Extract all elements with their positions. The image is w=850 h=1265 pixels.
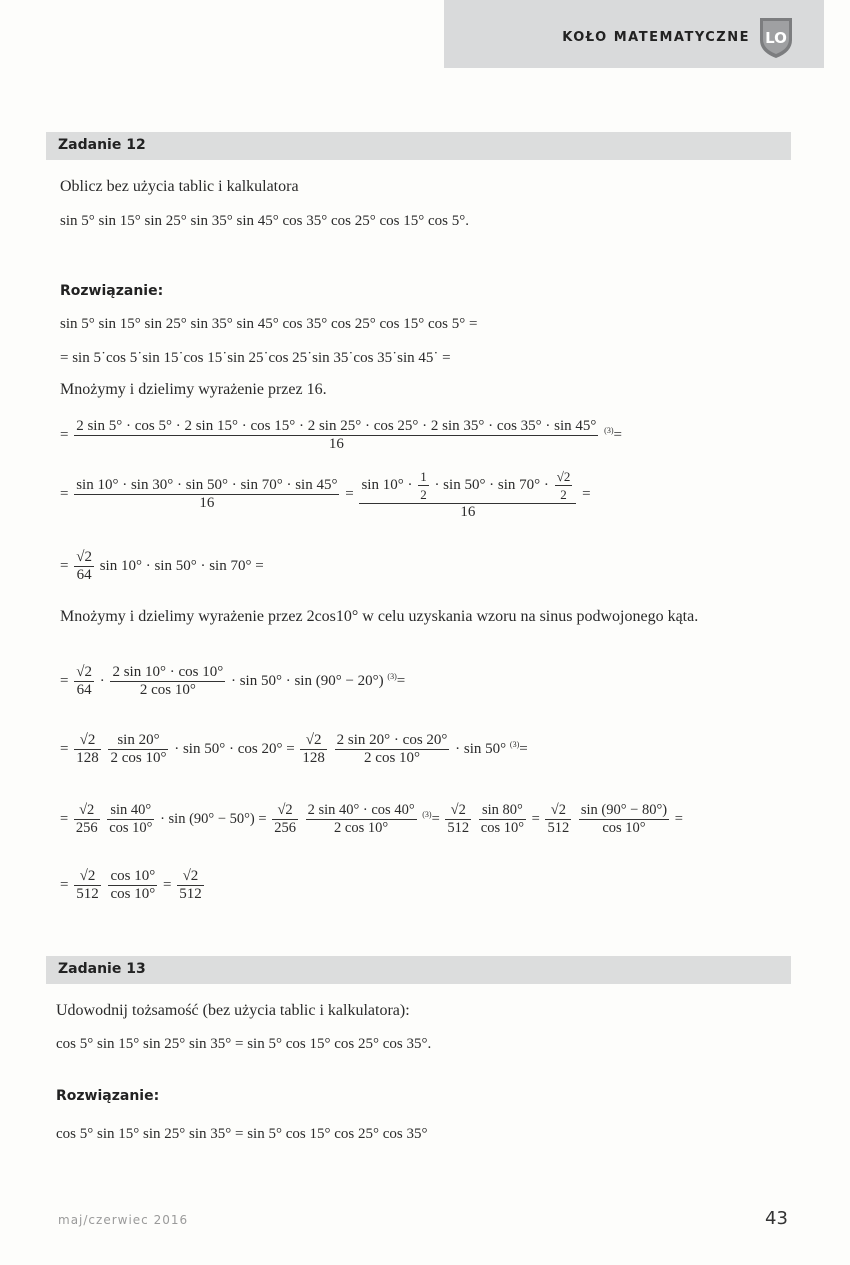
fraction-numerator: √2 <box>272 802 298 820</box>
fraction-numerator: sin 10° · sin 30° · sin 50° · sin 70° · sin 45° <box>76 477 338 493</box>
task-12-bar <box>46 132 791 160</box>
fraction <box>74 549 94 584</box>
fraction-denominator: 512 <box>447 820 470 836</box>
equation-middle: · sin 50° · cos 20° = <box>174 740 295 757</box>
page-number: 43 <box>765 1208 788 1229</box>
fraction <box>74 664 94 699</box>
equals-sign: = <box>60 810 69 827</box>
equals-sign: = <box>674 810 683 827</box>
task-12-solution-label: Rozwiązanie: <box>60 283 164 299</box>
equation-9 <box>60 868 206 903</box>
fraction-denominator: 16 <box>328 436 344 452</box>
fraction-denominator: 128 <box>76 750 99 766</box>
fraction-numerator: √2 <box>76 664 92 680</box>
fraction-numerator: √2 <box>74 732 101 750</box>
equals-sign: = <box>60 557 69 574</box>
fraction-numerator: sin 80° <box>479 802 526 820</box>
task-13-line-1: cos 5° sin 15° sin 25° sin 35° = sin 5° cos 15° cos 25° cos 35° <box>56 1126 428 1142</box>
fraction-numerator: 2 sin 20° · cos 20° <box>336 732 448 748</box>
fraction <box>335 732 450 767</box>
fraction-numerator <box>359 468 576 504</box>
equals-sign: = <box>396 672 406 689</box>
reference-3: (3) <box>604 425 614 435</box>
equation-4 <box>60 468 591 521</box>
fraction-numerator: sin (90° − 80°) <box>580 802 668 818</box>
fraction-denominator: cos 10° <box>602 820 646 836</box>
reference-3: (3) <box>422 810 432 819</box>
fraction-numerator: √2 <box>445 802 471 820</box>
equation-8 <box>60 802 683 837</box>
equals-sign: = <box>60 876 69 893</box>
equals-sign: = <box>582 485 591 502</box>
fraction <box>306 802 417 837</box>
equals-sign: = <box>613 426 622 443</box>
fraction <box>300 732 327 767</box>
fraction <box>107 802 154 837</box>
fraction-denominator: 128 <box>302 750 325 766</box>
half-denominator: 2 <box>420 487 427 502</box>
fraction-denominator: 256 <box>75 820 98 836</box>
fraction <box>108 732 168 767</box>
numerator-part: · sin 50° · sin 70° · <box>434 476 549 493</box>
fraction-numerator: √2 <box>300 732 327 750</box>
fraction <box>177 868 204 903</box>
fraction-numerator: 2 sin 5° · cos 5° · 2 sin 15° · cos 15° · 2 sin 25° · cos 25° · 2 sin 35° · cos 35° · sin 45° <box>76 418 597 434</box>
task-12-title: Zadanie 12 <box>58 137 146 153</box>
task-12-expression: sin 5° sin 15° sin 25° sin 35° sin 45° cos 35° cos 25° cos 15° cos 5°. <box>60 213 469 229</box>
sqrt2-half-fraction <box>555 468 573 503</box>
fraction-denominator: 64 <box>76 682 92 698</box>
fraction-numerator: √2 <box>76 549 92 565</box>
half-fraction <box>418 468 429 503</box>
svg-text:LO: LO <box>765 29 787 47</box>
task-12-line-1: sin 5° sin 15° sin 25° sin 35° sin 45° cos 35° cos 25° cos 15° cos 5° = <box>60 316 478 332</box>
fraction-denominator: 2 cos 10° <box>334 820 389 836</box>
fraction <box>74 477 339 512</box>
equals-sign: = <box>60 426 69 443</box>
task-12-note-1: Mnożymy i dzielimy wyrażenie przez 16. <box>60 381 327 398</box>
fraction-denominator: 512 <box>547 820 570 836</box>
reference-3: (3) <box>387 671 397 681</box>
task-13-prompt: Udowodnij tożsamość (bez użycia tablic i kalkulatora): <box>56 1002 410 1019</box>
task-13-solution-label: Rozwiązanie: <box>56 1088 160 1104</box>
equation-3 <box>60 418 622 453</box>
fraction <box>359 468 576 521</box>
fraction-numerator: cos 10° <box>110 868 156 884</box>
task-13-title: Zadanie 13 <box>58 961 146 977</box>
equals-sign: = <box>519 740 528 757</box>
fraction <box>74 802 100 837</box>
fraction <box>272 802 298 837</box>
fraction-numerator: 2 sin 40° · cos 40° <box>307 802 415 818</box>
fraction-denominator: 16 <box>199 495 215 511</box>
fraction-denominator: 2 cos 10° <box>139 682 196 698</box>
fraction <box>74 732 101 767</box>
fraction-numerator: √2 <box>177 868 204 886</box>
fraction <box>579 802 669 837</box>
equals-sign: = <box>60 740 69 757</box>
numerator-part: sin 10° · <box>361 476 413 493</box>
fraction-denominator: cos 10° <box>109 820 153 836</box>
fraction-numerator: 2 sin 10° · cos 10° <box>112 664 224 680</box>
fraction-denominator: 64 <box>76 567 92 583</box>
fraction-numerator: √2 <box>74 802 100 820</box>
fraction-numerator: sin 40° <box>107 802 154 820</box>
task-12-prompt: Oblicz bez użycia tablic i kalkulatora <box>60 178 299 195</box>
equation-6: = $\frac{√2}{64}$ · $\frac{2 \sin 10^\circ \cdot \cos 10^\circ}{2 \cos 10^\circ}$ · sin 50° · sin (90° − 20°) $^{(3)}$= <box>60 664 406 698</box>
fraction <box>74 868 101 903</box>
fraction-denominator: 512 <box>179 886 202 902</box>
lo-badge-icon <box>757 14 795 60</box>
equals-sign: = <box>60 485 69 502</box>
header-title: KOŁO MATEMATYCZNE <box>562 30 750 45</box>
fraction <box>445 802 471 837</box>
task-13-bar <box>46 956 791 984</box>
fraction-numerator: √2 <box>545 802 571 820</box>
sqrt2: √2 <box>556 469 571 484</box>
fraction-denominator: 16 <box>460 504 476 520</box>
fraction <box>74 418 598 453</box>
equals-sign: = <box>60 672 69 689</box>
two: 2 <box>560 487 567 502</box>
footer-issue: maj/czerwiec 2016 <box>58 1213 189 1227</box>
task-13-expression: cos 5° sin 15° sin 25° sin 35° = sin 5° cos 15° cos 25° cos 35°. <box>56 1036 432 1052</box>
fraction <box>108 868 157 903</box>
fraction-denominator: 2 cos 10° <box>110 750 167 766</box>
equation-5 <box>60 549 264 584</box>
equation-7 <box>60 732 528 767</box>
fraction-denominator: 256 <box>274 820 296 836</box>
half-numerator: 1 <box>420 469 427 484</box>
equals-sign: = <box>345 485 354 502</box>
fraction-denominator: 512 <box>76 886 99 902</box>
fraction-denominator: 2 cos 10° <box>364 750 421 766</box>
reference-3: (3) <box>509 739 520 749</box>
fraction-denominator: cos 10° <box>480 820 525 836</box>
equals-sign: = <box>531 810 540 827</box>
fraction-numerator: sin 20° <box>108 732 168 750</box>
equation-middle: · sin (90° − 50°) = <box>160 810 267 827</box>
equals-sign: = <box>431 810 440 827</box>
equation-rest: sin 10° · sin 50° · sin 70° = <box>99 557 264 574</box>
task-12-line-2: = sin 5˙cos 5˙sin 15˙cos 15˙sin 25˙cos 25˙sin 35˙cos 35˙sin 45˙ = <box>60 350 451 366</box>
fraction-denominator: cos 10° <box>110 886 156 902</box>
equals-sign: = <box>162 876 172 893</box>
equation-rest: · sin 50° · sin (90° − 20°) <box>230 672 384 689</box>
fraction <box>110 664 225 699</box>
task-12-note-2: Mnożymy i dzielimy wyrażenie przez 2cos10° w celu uzyskania wzoru na sinus podwojonego kąta. <box>60 608 699 625</box>
equation-rest: · sin 50° <box>455 740 507 757</box>
fraction-numerator: √2 <box>74 868 101 886</box>
fraction <box>545 802 571 837</box>
fraction <box>479 802 526 837</box>
